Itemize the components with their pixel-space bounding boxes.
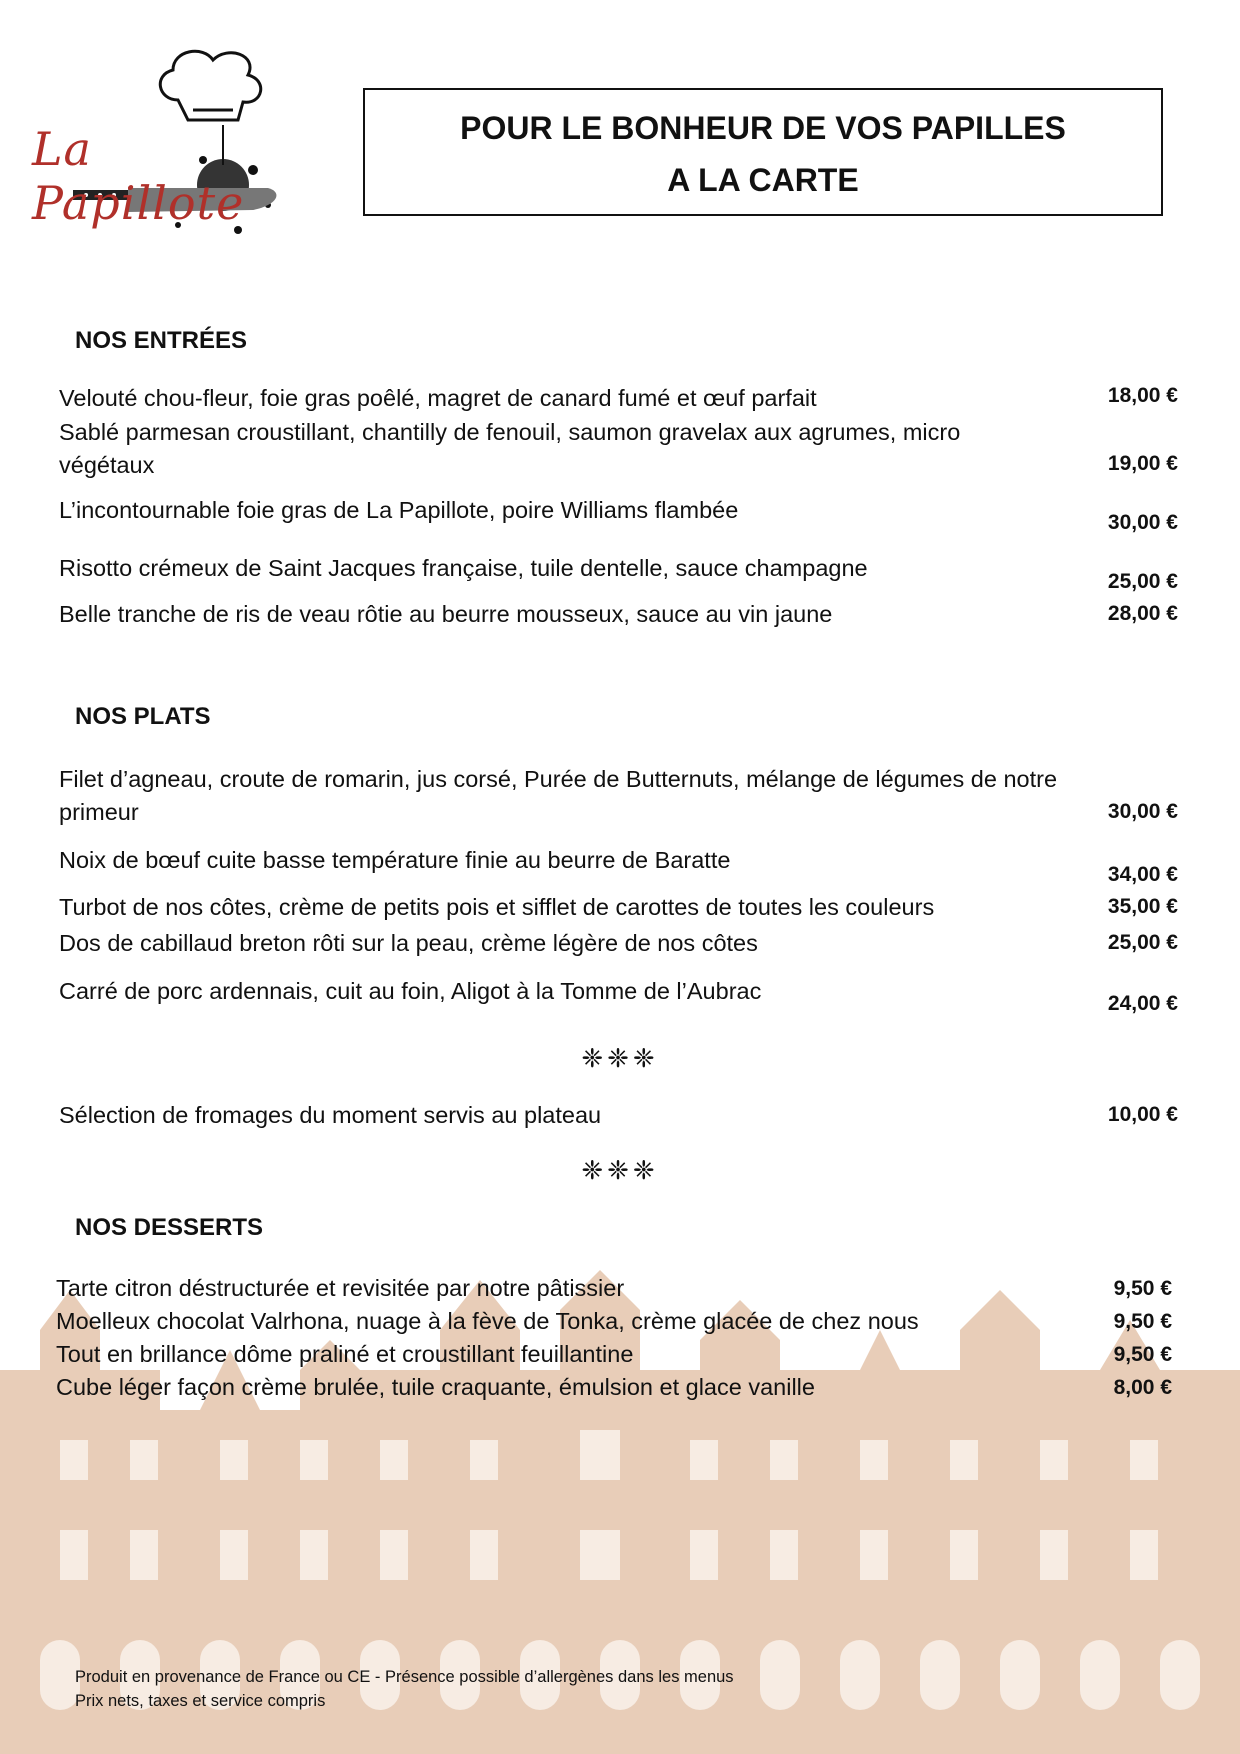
menu-item: Filet d’agneau, croute de romarin, jus corsé, Purée de Butternuts, mélange de légumes de notre primeur bbox=[59, 766, 1058, 825]
footer-allergen-note: Produit en provenance de France ou CE - Présence possible d’allergènes dans les menus bbox=[75, 1668, 734, 1686]
menu-item: Tarte citron déstructurée et revisitée par notre pâtissier bbox=[56, 1275, 625, 1301]
menu-item-price: 25,00 € bbox=[1107, 570, 1178, 593]
header-line-1: POUR LE BONHEUR DE VOS PAPILLES bbox=[460, 110, 1066, 146]
section-title-plats: NOS PLATS bbox=[75, 703, 211, 730]
menu-item: Turbot de nos côtes, crème de petits pois et sifflet de carottes de toutes les couleurs bbox=[59, 894, 935, 920]
menu-item-price: 9,50 € bbox=[1113, 1343, 1172, 1366]
menu-item: Carré de porc ardennais, cuit au foin, Aligot à la Tomme de l’Aubrac bbox=[59, 978, 762, 1004]
section-title-desserts: NOS DESSERTS bbox=[75, 1214, 264, 1241]
menu-item: Belle tranche de ris de veau rôtie au beurre mousseux, sauce au vin jaune bbox=[59, 601, 833, 627]
separator-stars-2: ❈❈❈ bbox=[581, 1155, 659, 1185]
menu-item: Noix de bœuf cuite basse température finie au beurre de Baratte bbox=[59, 847, 731, 873]
menu-item: Risotto crémeux de Saint Jacques française, tuile dentelle, sauce champagne bbox=[59, 555, 868, 581]
menu-item-price: 30,00 € bbox=[1107, 800, 1178, 823]
menu-item-price: 28,00 € bbox=[1107, 602, 1178, 625]
restaurant-logo bbox=[28, 30, 318, 270]
menu-item-price: 35,00 € bbox=[1107, 895, 1178, 918]
menu-item: Cube léger façon crème brulée, tuile craquante, émulsion et glace vanille bbox=[56, 1374, 815, 1400]
menu-item: Tout en brillance dôme praliné et croustillant feuillantine bbox=[56, 1341, 634, 1367]
menu-item-fromages: Sélection de fromages du moment servis au plateau bbox=[59, 1102, 602, 1128]
menu-item: L’incontournable foie gras de La Papillote, poire Williams flambée bbox=[59, 497, 739, 523]
menu-item-price: 34,00 € bbox=[1107, 863, 1178, 886]
menu-item-price: 18,00 € bbox=[1107, 384, 1178, 407]
menu-item-price: 30,00 € bbox=[1107, 511, 1178, 534]
menu-item-price: 25,00 € bbox=[1107, 931, 1178, 954]
menu-item: Dos de cabillaud breton rôti sur la peau, crème légère de nos côtes bbox=[59, 930, 758, 956]
header-line-2: A LA CARTE bbox=[667, 162, 859, 198]
menu-item-price: 10,00 € bbox=[1107, 1103, 1178, 1126]
menu-item-price: 9,50 € bbox=[1113, 1277, 1172, 1300]
footer-price-note: Prix nets, taxes et service compris bbox=[75, 1692, 326, 1710]
menu-item-price: 9,50 € bbox=[1113, 1310, 1172, 1333]
menu-item-price: 24,00 € bbox=[1107, 992, 1178, 1015]
menu-item: Moelleux chocolat Valrhona, nuage à la fève de Tonka, crème glacée de chez nous bbox=[56, 1308, 919, 1334]
menu-item-price: 19,00 € bbox=[1107, 452, 1178, 475]
menu-item: Sablé parmesan croustillant, chantilly de fenouil, saumon gravelax aux agrumes, micro végétaux bbox=[59, 419, 961, 478]
separator-stars-1: ❈❈❈ bbox=[581, 1043, 659, 1073]
header-title-box bbox=[363, 88, 1163, 216]
menu-item-price: 8,00 € bbox=[1113, 1376, 1172, 1399]
section-title-entrees: NOS ENTRÉES bbox=[75, 327, 248, 354]
menu-item: Velouté chou-fleur, foie gras poêlé, magret de canard fumé et œuf parfait bbox=[59, 385, 817, 411]
logo-text: La Papillote bbox=[32, 122, 245, 230]
